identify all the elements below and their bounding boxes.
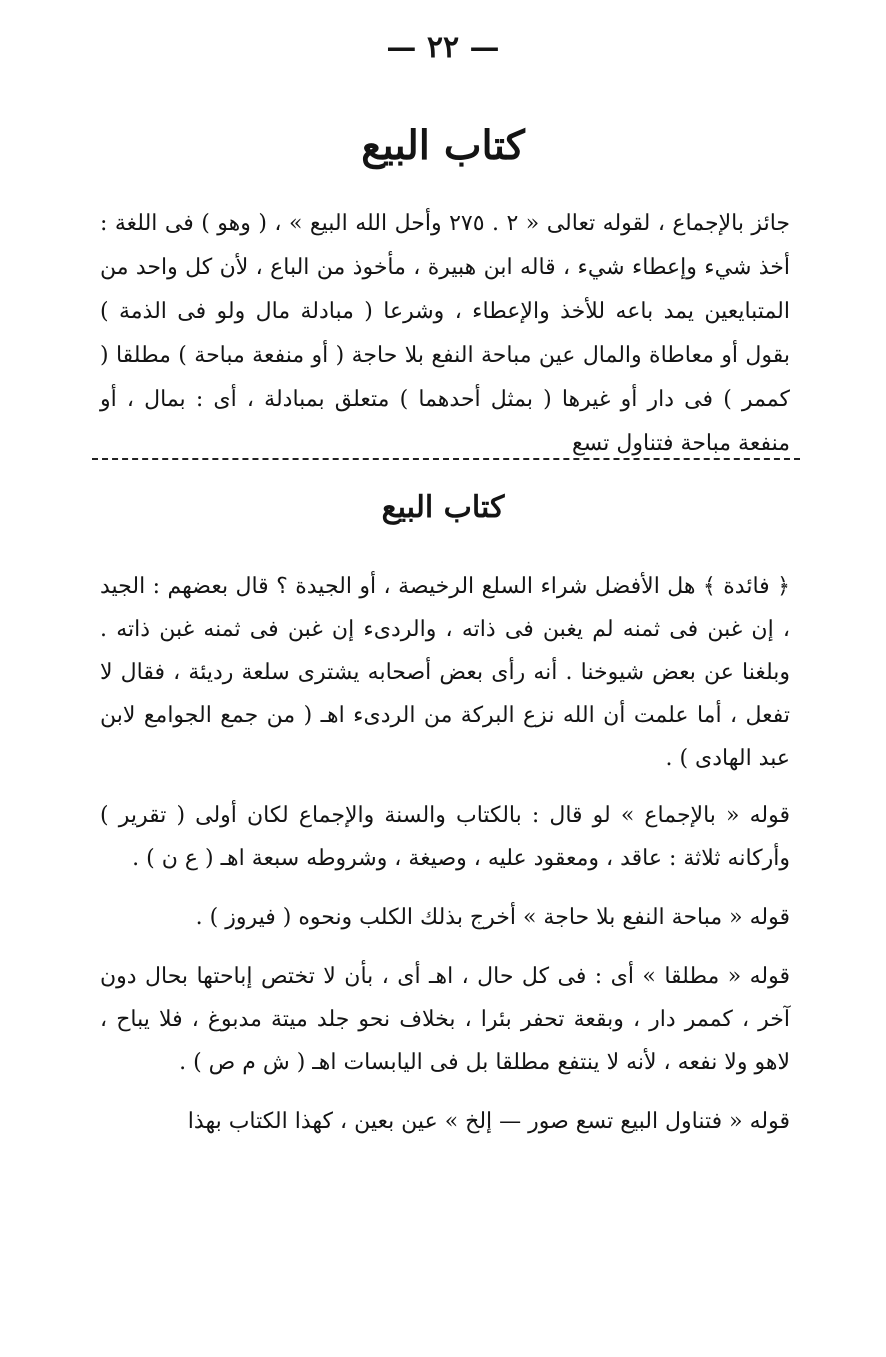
matn-paragraph: جائز بالإجماع ، لقوله تعالى « ٢ . ٢٧٥ وأحل الله البيع » ، ( وهو ) فى اللغة : أخذ شيء وإعطاء شيء ، قاله ابن هبيرة ، مأخوذ من الباع ، لأن كل واحد من المتبايعين يمد باعه للأخذ والإعطاء ، وشرعا ( مبادلة مال ولو فى الذمة ) بقول أو معاطاة والمال عين مباحة النفع بلا حاجة ( أو منفعة مباحة ) مطلقا ( كممر ) فى دار أو غيرها ( بمثل أحدهما ) متعلق بمبادلة ، أى : بمال ، أو منفعة مباحة فتناول تسع: [100, 211, 790, 456]
section-divider: [92, 458, 800, 460]
page-number: — ٢٢ —: [386, 30, 500, 65]
commentary-title: كتاب البيع: [381, 490, 505, 525]
commentary-text-block: [100, 565, 790, 1159]
commentary-paragraph-absolute: قوله « مطلقا » أى : فى كل حال ، اهـ أى ، بأن لا تختص إباحتها بحال دون آخر ، كممر دار ، وبقعة تحفر بئرا ، بخلاف نحو جلد ميتة مدبوغ ، فلا يباح ، لاهو ولا نفعه ، لأنه لا ينتفع مطلقا بل فى اليابسات اهـ ( ش م ص ) .: [100, 964, 790, 1075]
commentary-paragraph-permissible-use: قوله « مباحة النفع بلا حاجة » أخرج بذلك الكلب ونحوه ( فيروز ) .: [195, 905, 790, 930]
commentary-paragraph-benefit: ﴿ فائدة ﴾ هل الأفضل شراء السلع الرخيصة ، أو الجيدة ؟ قال بعضهم : الجيد ، إن غبن فى ثمنه لم يغبن فى ذاته ، والردىء إن غبن فى ثمنه غبن ذاته . وبلغنا عن بعض شيوخنا . أنه رأى بعض أصحابه يشترى سلعة رديئة ، فقال لا تفعل ، أما علمت أن الله نزع البركة من الردىء اهـ ( من جمع الجوامع لابن عبد الهادى ) .: [100, 574, 790, 771]
commentary-paragraph-consensus: قوله « بالإجماع » لو قال : بالكتاب والسنة والإجماع لكان أولى ( تقرير ) وأركانه ثلاثة : عاقد ، ومعقود عليه ، وصيغة ، وشروطه سبعة اهـ ( ع ن ) .: [100, 803, 790, 871]
main-title: كتاب البيع: [361, 122, 525, 169]
commentary-paragraph-nine-forms: قوله « فتناول البيع تسع صور — إلخ » عين بعين ، كهذا الكتاب بهذا: [187, 1109, 790, 1134]
matn-text-block: [100, 202, 790, 466]
